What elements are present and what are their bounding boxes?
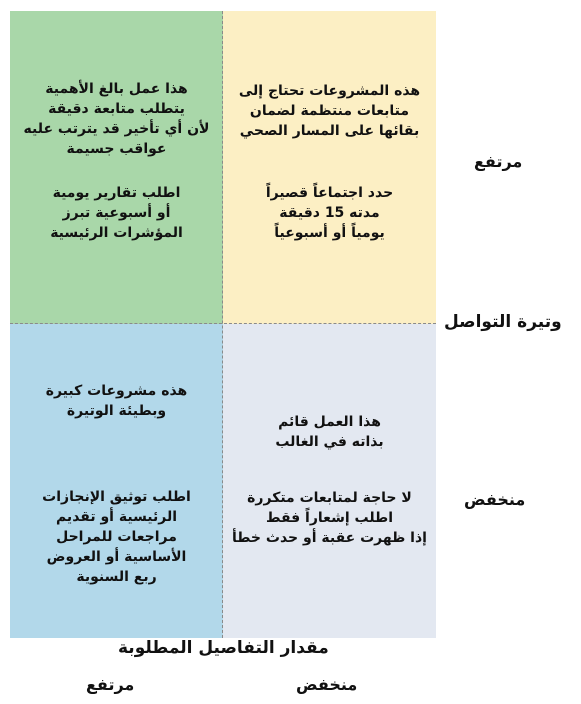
quadrant-description: هذا عمل بالغ الأهمية يتطلب متابعة دقيقة لأن أي تأخير قد يترتب عليه عواقب جسيمة	[23, 81, 210, 157]
quadrant-low-detail-low-frequency	[223, 324, 436, 638]
quadrant-recommendation: اطلب توثيق الإنجازات الرئيسية أو تقديم مراجعات للمراحل الأساسية أو العروض ربع السنوية	[42, 489, 191, 585]
quadrant-recommendation: اطلب تقارير يومية أو أسبوعية تبرز المؤشرات الرئيسية	[50, 185, 183, 241]
quadrant-recommendation: حدد اجتماعاً قصيراً مدته 15 دقيقة يومياً أو أسبوعياً	[265, 185, 394, 241]
y-axis-low-label: منخفض	[464, 490, 526, 509]
x-axis-high-label: مرتفع	[86, 675, 135, 694]
quadrant-low-detail-high-frequency	[223, 11, 436, 324]
quadrant-description: هذه مشروعات كبيرة وبطيئة الوتيرة	[45, 383, 188, 419]
x-axis-low-label: منخفض	[296, 675, 358, 694]
quadrant-high-detail-high-frequency	[10, 11, 223, 324]
y-axis-title: وتيرة التواصل	[444, 312, 562, 332]
quadrant-description: هذه المشروعات تحتاج إلى متابعات منتظمة لضمان بقائها على المسار الصحي	[238, 83, 421, 139]
horizontal-divider	[10, 323, 436, 324]
quadrant-recommendation: لا حاجة لمتابعات متكررة اطلب إشعاراً فقط إذا ظهرت عقبة أو حدث خطأ	[232, 490, 427, 546]
y-axis-high-label: مرتفع	[474, 152, 523, 171]
quadrant-high-detail-low-frequency	[10, 324, 223, 638]
quadrant-description: هذا العمل قائم بذاته في الغالب	[275, 414, 384, 450]
x-axis-title: مقدار التفاصيل المطلوبة	[118, 638, 329, 658]
vertical-divider	[222, 11, 223, 638]
